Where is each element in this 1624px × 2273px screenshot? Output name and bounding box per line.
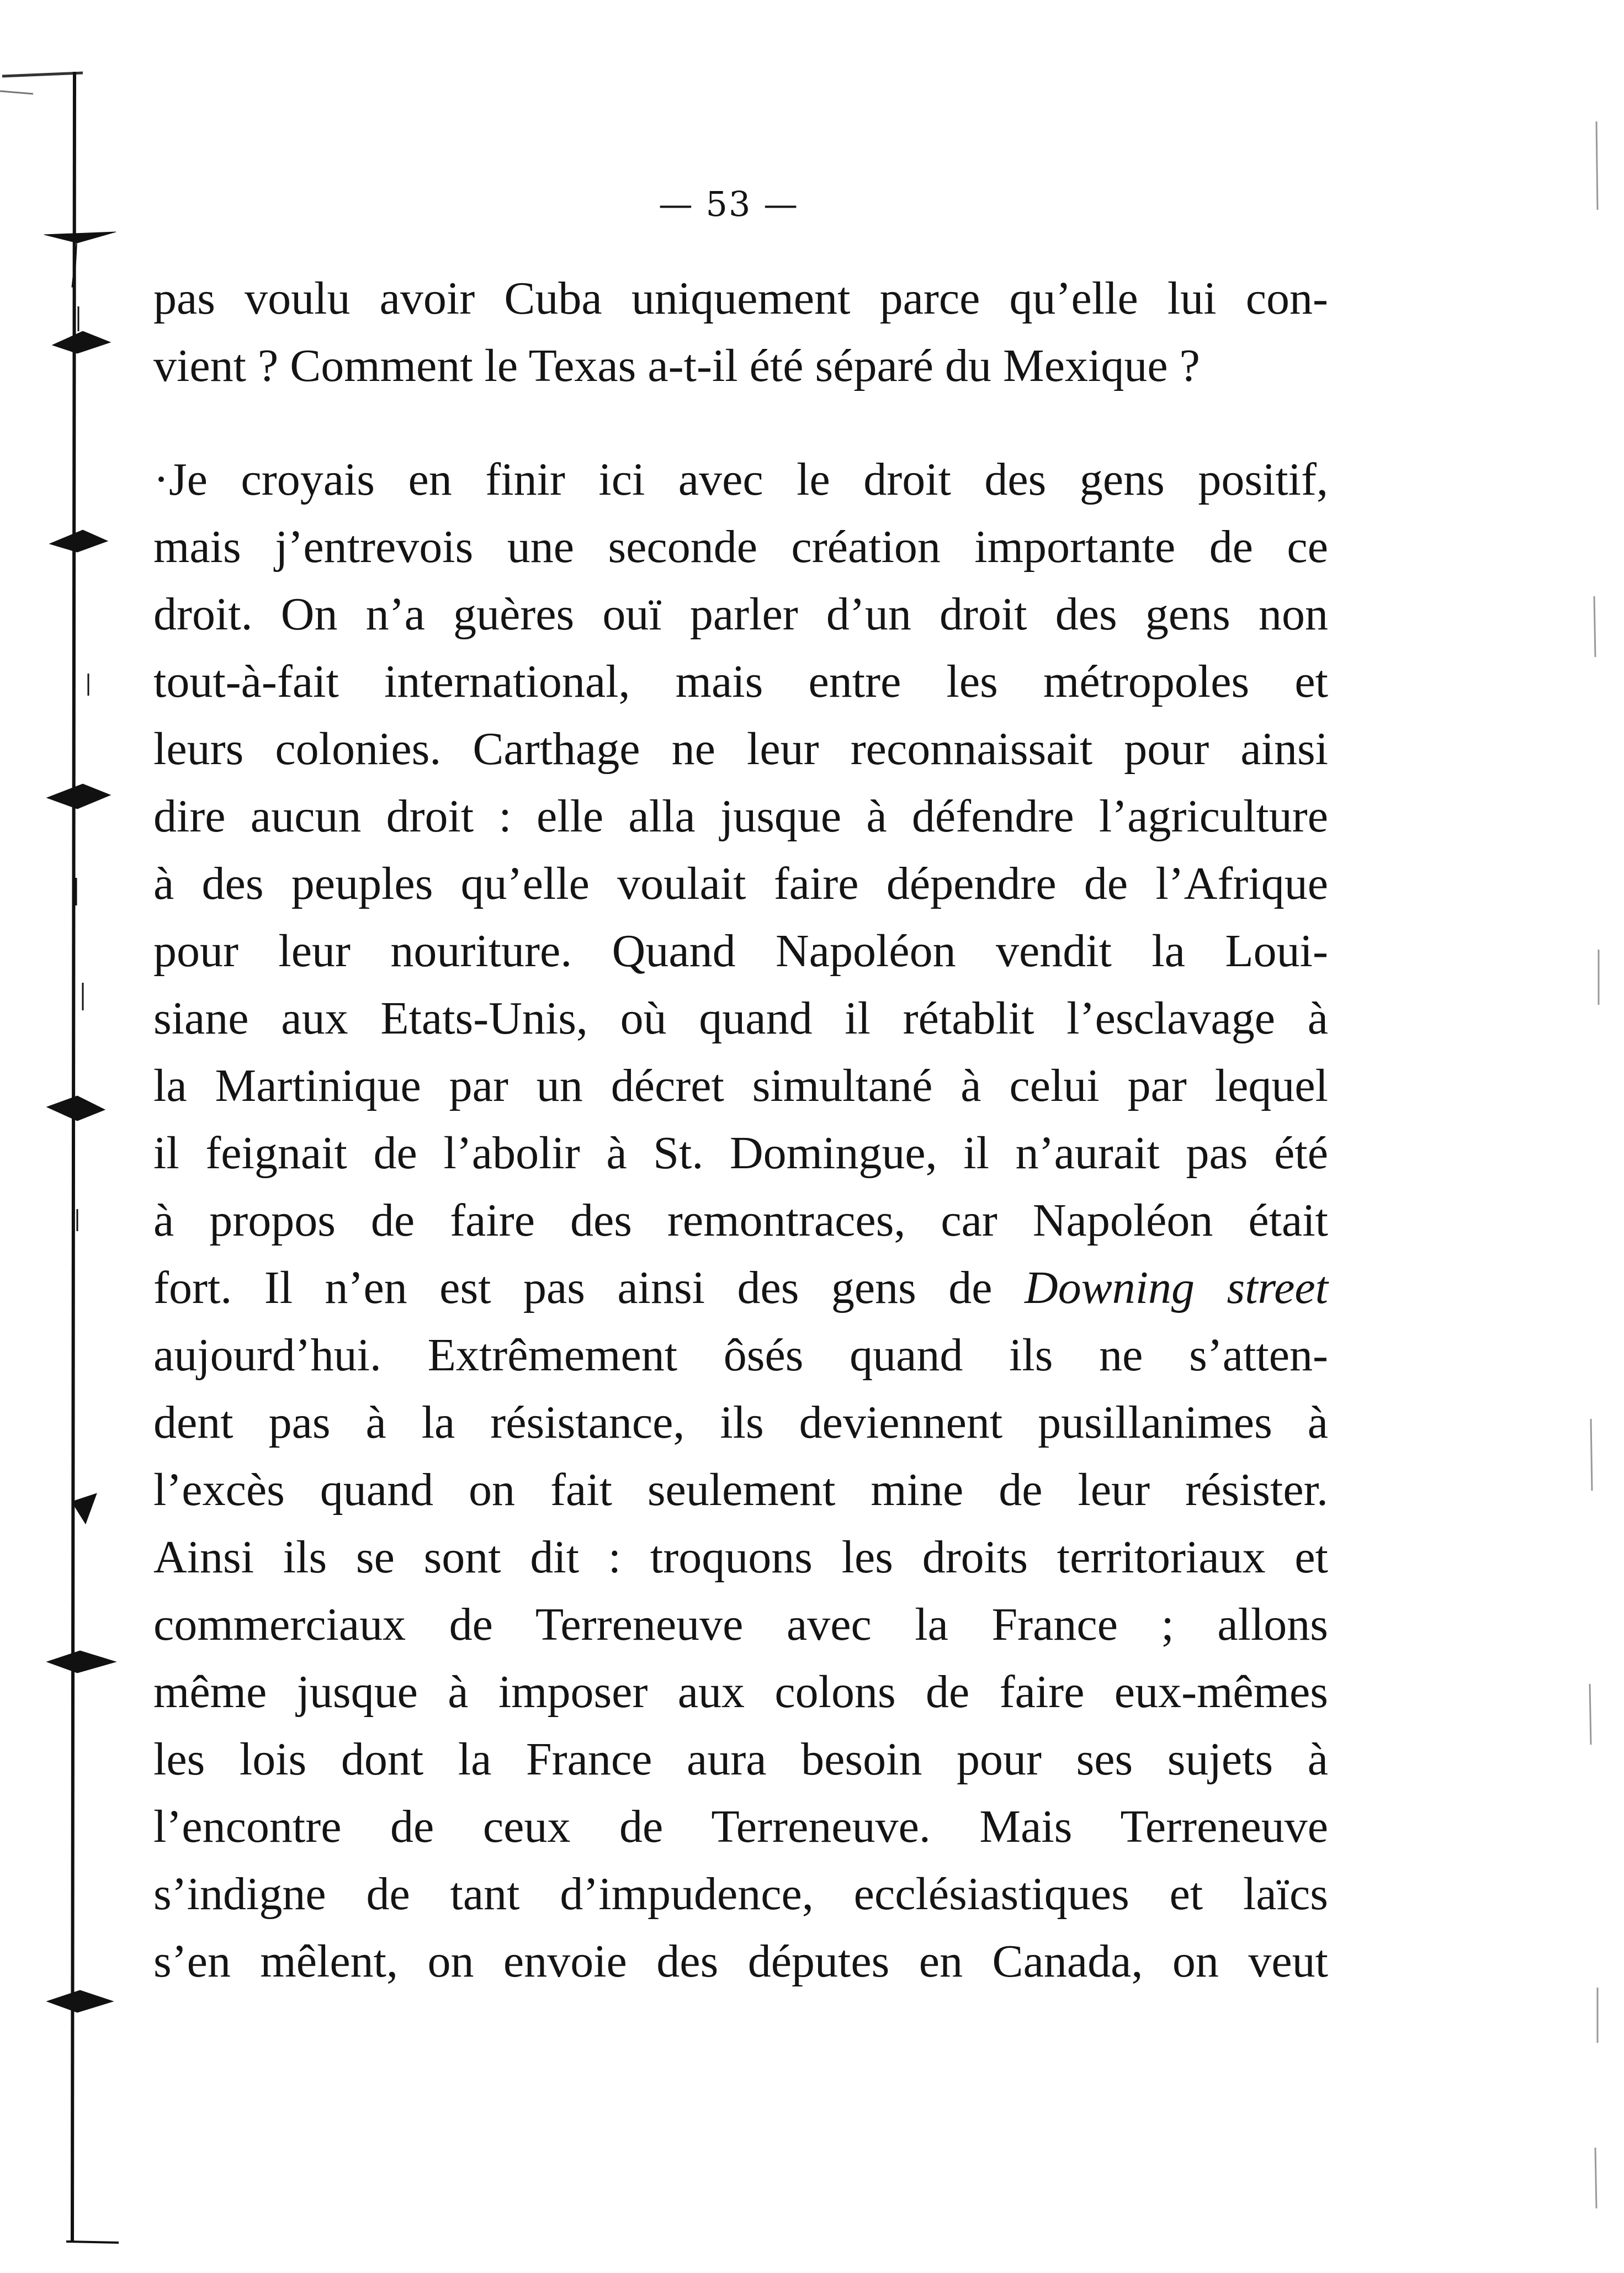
text-line: s’indigne de tant d’impudence, ecclésiastiques et laïcs (153, 1868, 1328, 1920)
text-line: commerciaux de Terreneuve avec la France ; allons (153, 1599, 1328, 1650)
text-line: dent pas à la résistance, ils deviennent pusillanimes à (153, 1397, 1328, 1448)
text-line: mais j’entrevois une seconde création importante de ce (153, 521, 1328, 573)
text-line: ·Je croyais en finir ici avec le droit des gens positif, (153, 454, 1328, 505)
binding-stitches (0, 0, 121, 2273)
text-line: l’encontre de ceux de Terreneuve. Mais Terreneuve (153, 1801, 1328, 1852)
text-line: même jusque à imposer aux colons de faire eux-mêmes (153, 1666, 1328, 1718)
text-line: à propos de faire des remontraces, car Napoléon était (153, 1195, 1328, 1246)
text-line: il feignait de l’abolir à St. Domingue, il n’aurait pas été (153, 1127, 1328, 1179)
text-line: dire aucun droit : elle alla jusque à défendre l’agriculture (153, 791, 1328, 842)
text-line: la Martinique par un décret simultané à celui par lequel (153, 1060, 1328, 1111)
text-line: à des peuples qu’elle voulait faire dépendre de l’Afrique (153, 858, 1328, 909)
text-line: vient ? Comment le Texas a-t-il été séparé du Mexique ? (153, 340, 1200, 391)
text-line: leurs colonies. Carthage ne leur reconnaissait pour ainsi (153, 723, 1328, 775)
text-line-with-italic (153, 1254, 1328, 1322)
text-line: aujourd’hui. Extrêmement ôsés quand ils ne s’atten- (153, 1329, 1328, 1381)
body-text (153, 265, 1328, 1995)
text-line: Ainsi ils se sont dit : troquons les droits territoriaux et (153, 1532, 1328, 1583)
paragraph-gap (153, 400, 1328, 446)
italic-place-name: Downing street (1025, 1262, 1329, 1313)
text-line: l’excès quand on fait seulement mine de leur résister. (153, 1464, 1328, 1516)
edge-marks (1558, 0, 1624, 2273)
text-line: les lois dont la France aura besoin pour ses sujets à (153, 1734, 1328, 1785)
text-line: siane aux Etats-Unis, où quand il rétablit l’esclavage à (153, 993, 1328, 1044)
paragraph (153, 446, 1328, 1995)
text-line: s’en mêlent, on envoie des députes en Canada, on veut (153, 1936, 1328, 1987)
text-line: droit. On n’a guères ouï parler d’un droit des gens non (153, 589, 1328, 640)
text-line: tout-à-fait international, mais entre les métropoles et (153, 656, 1328, 707)
paragraph (153, 265, 1328, 400)
page-number: — 53 — (658, 184, 799, 224)
text-segment: fort. Il n’en est pas ainsi des gens de (153, 1262, 993, 1313)
text-line: pour leur nouriture. Quand Napoléon vendit la Loui- (153, 925, 1328, 977)
text-line: pas voulu avoir Cuba uniquement parce qu’elle lui con- (153, 273, 1328, 324)
